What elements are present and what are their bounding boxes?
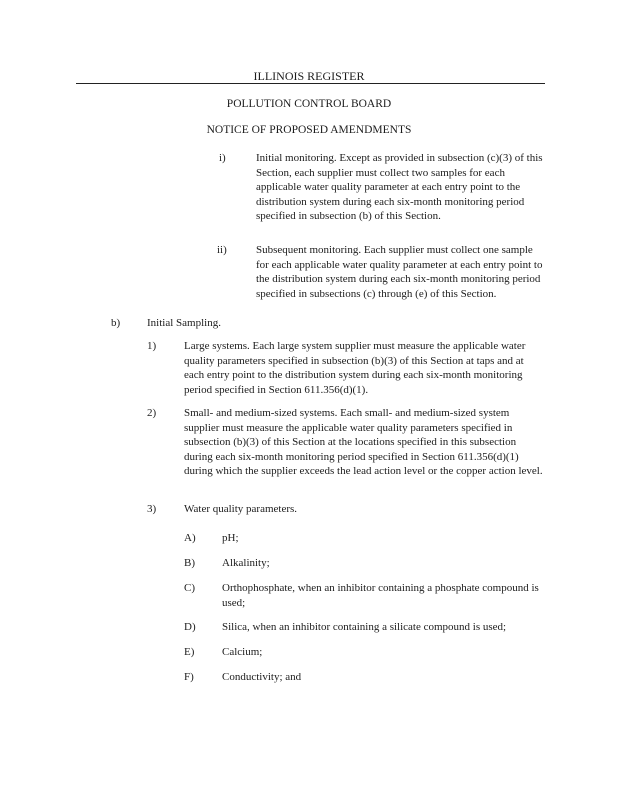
item-E-text: Calcium; (222, 646, 263, 658)
item-A-text: pH; (222, 532, 239, 544)
item-D-text: Silica, when an inhibitor containing a silicate compound is used; (222, 621, 507, 633)
register-title: ILLINOIS REGISTER (253, 69, 365, 83)
item-A-label: A) (184, 532, 196, 544)
item-2-text: Small- and medium-sized systems. Each small- and medium-sized system supplier must measure the applicable water quality parameters specified in subsection (b)(3) of this Section at the locations specified in this subsection during each six-month monitoring period specified in Section 611.356(d)(1) during which the supplier exceeds the lead action level or the copper action level. (184, 407, 543, 477)
item-1-label: 1) (147, 340, 157, 352)
item-i-label: i) (219, 152, 226, 164)
item-1-text: Large systems. Each large system supplier must measure the applicable water quality parameters specified in subsection (b)(3) of this Section at taps and at each entry point to the distribution system during each six-month monitoring period specified in Section 611.356(d)(1). (184, 340, 526, 396)
item-B-text: Alkalinity; (222, 557, 270, 569)
item-D-label: D) (184, 621, 196, 633)
item-ii-label: ii) (217, 244, 227, 256)
section-b-label: b) (111, 317, 121, 329)
item-E-label: E) (184, 646, 195, 658)
notice-title: NOTICE OF PROPOSED AMENDMENTS (206, 124, 412, 136)
item-i-text: Initial monitoring. Except as provided in subsection (c)(3) of this Section, each supplier must collect two samples for each applicable water quality parameter at each entry point to the distribution system during each six-month monitoring period specified in subsection (b) of this Section. (256, 152, 543, 222)
item-3-text: Water quality parameters. (184, 503, 298, 515)
item-C-text: Orthophosphate, when an inhibitor containing a phosphate compound is used; (222, 582, 539, 609)
item-3-label: 3) (147, 503, 157, 515)
item-F-text: Conductivity; and (222, 671, 302, 683)
item-F-label: F) (184, 671, 194, 683)
item-2-label: 2) (147, 407, 157, 419)
section-b-text: Initial Sampling. (147, 317, 221, 329)
header-rule (76, 83, 545, 84)
item-B-label: B) (184, 557, 195, 569)
board-title: POLLUTION CONTROL BOARD (226, 98, 392, 110)
item-C-label: C) (184, 582, 195, 594)
item-ii-text: Subsequent monitoring. Each supplier must collect one sample for each applicable water quality parameter at each entry point to the distribution system during each six-month monitoring period specified in subsections (c) through (e) of this Section. (256, 244, 543, 300)
